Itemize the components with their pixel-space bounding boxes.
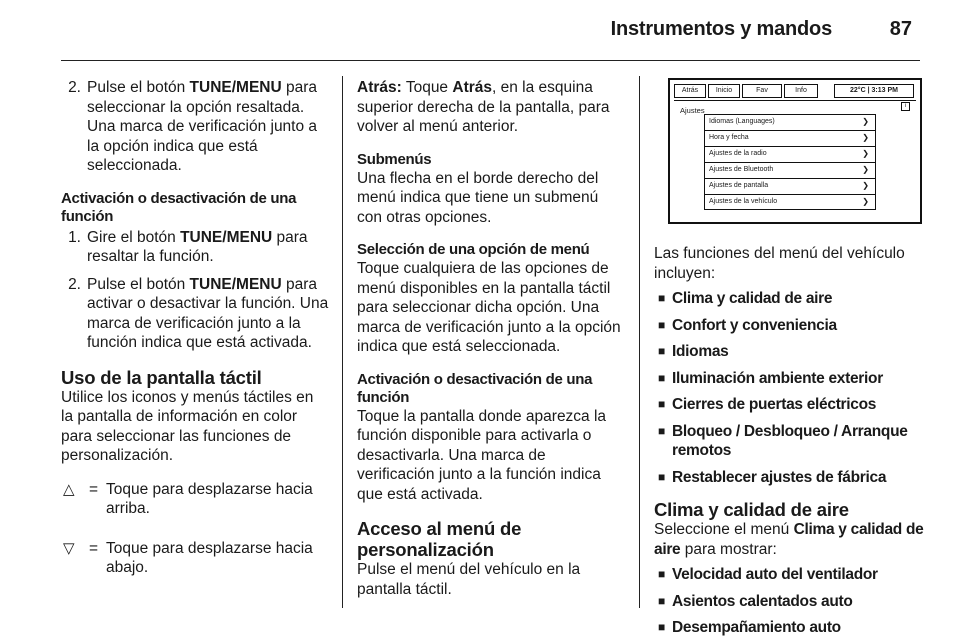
activation-heading: Activación o desactivación de una función <box>61 189 297 225</box>
access-section-title: Acceso al menú de personalización <box>357 518 522 560</box>
step-text <box>87 78 329 176</box>
step-text-post: para seleccionar la opción resaltada. Una marca de verificación junto a la opción indica que está seleccionada. <box>87 79 318 174</box>
column-2 <box>357 78 625 613</box>
functions-list <box>654 289 924 487</box>
page-header <box>0 0 960 60</box>
activation-heading: Activación o desactivación de una función <box>357 370 593 406</box>
list-item <box>654 395 924 415</box>
tune-menu-label: TUNE/MENU <box>189 79 282 96</box>
screen-menu-item-label: Ajustes de pantalla <box>709 182 769 189</box>
screen-menu-item-label: Ajustes de la vehículo <box>709 198 778 205</box>
clima-text-pre: Seleccione el menú <box>654 521 794 538</box>
access-section-text: Pulse el menú del vehículo en la pantalla táctil. <box>357 561 581 598</box>
bullet-icon: ■ <box>658 397 665 411</box>
step-text <box>87 228 329 267</box>
scroll-down-row <box>61 539 329 578</box>
scroll-down-text: Toque para desplazarse hacia abajo. <box>106 539 313 576</box>
list-item <box>654 422 924 461</box>
screen-tab-home: Inicio <box>708 84 740 98</box>
clima-bold: Clima y calidad de aire <box>654 521 924 558</box>
screen-status: 22°C | 3:13 PM <box>834 84 914 98</box>
clima-list <box>654 565 924 638</box>
step-number: 2. <box>68 275 81 293</box>
step-1-turn <box>61 228 329 267</box>
screen-menu-item-label: Idiomas (Languages) <box>709 118 775 125</box>
back-paragraph <box>357 78 625 137</box>
back-text-pre: Toque <box>401 79 453 96</box>
step-text <box>87 275 329 353</box>
list-item-label: Idiomas <box>672 343 729 360</box>
list-item <box>654 618 924 638</box>
column-3 <box>654 78 924 642</box>
list-item-label: Asientos calentados auto <box>672 592 853 610</box>
step-number: 2. <box>68 79 81 96</box>
list-item-label: Restablecer ajustes de fábrica <box>672 468 887 486</box>
screen-menu-item <box>704 178 876 194</box>
list-item-label: Iluminación ambiente exterior <box>672 369 883 387</box>
select-heading: Selección de una opción de menú <box>357 241 590 258</box>
list-item-label: Velocidad auto del ventilador <box>672 566 878 583</box>
scroll-up-icon: △ <box>63 480 75 498</box>
chevron-right-icon: ❯ <box>862 117 869 126</box>
list-item <box>654 565 924 585</box>
submenus-text: Una flecha en el borde derecho del menú indica que tiene un submenú con otras opciones. <box>357 169 599 226</box>
select-text: Toque cualquiera de las opciones de menú disponibles en la pantalla táctil para seleccionar dicha opción. Una marca de verificación junto a la opción indica que está seleccionada. <box>357 260 621 355</box>
step-2-toggle <box>61 275 329 353</box>
screen-menu-item-label: Hora y fecha <box>709 134 749 141</box>
info-icon: i <box>901 102 910 111</box>
activation-text: Toque la pantalla donde aparezca la función disponible para activarla o desactivarla. Una marca de verificación junto a la función indica que está activada. <box>357 407 607 503</box>
equals-sign: = <box>88 480 99 498</box>
list-item-label: Confort y conveniencia <box>672 316 837 334</box>
chevron-right-icon: ❯ <box>862 181 869 190</box>
header-rule <box>61 60 920 61</box>
screen-label: Ajustes <box>680 106 705 115</box>
bullet-icon: ■ <box>658 344 665 358</box>
back-text-post: , en la esquina superior derecha de la pantalla, para volver al menú anterior. <box>357 79 610 135</box>
scroll-up-row <box>61 480 329 519</box>
back-bold: Atrás <box>452 79 493 96</box>
screen-tab-fav: Fav <box>742 84 782 98</box>
clima-section-text <box>654 520 924 559</box>
equals-sign: = <box>88 539 99 557</box>
screen-tab-info: Info <box>784 84 818 98</box>
screen-divider <box>674 100 916 101</box>
screen-menu-item <box>704 162 876 178</box>
screen-menu <box>704 114 876 210</box>
step-number: 1. <box>68 228 81 246</box>
screen-menu-item <box>704 194 876 210</box>
page-number: 87 <box>889 18 912 40</box>
screen-menu-item-label: Ajustes de la radio <box>709 150 767 157</box>
bullet-icon: ■ <box>658 469 665 484</box>
settings-screen-figure <box>654 78 922 228</box>
list-item <box>654 468 924 488</box>
step-text-pre: Gire el botón <box>87 228 181 246</box>
scroll-down-icon: ▽ <box>63 539 75 557</box>
clima-text-post: para mostrar: <box>680 540 777 558</box>
scroll-up-text: Toque para desplazarse hacia arriba. <box>106 480 313 517</box>
submenus-heading: Submenús <box>357 150 432 168</box>
screen-frame <box>668 78 922 224</box>
column-1 <box>61 78 329 598</box>
step-text-post: para activar o desactivar la función. Una marca de verificación junto a la función indica que está activada. <box>87 275 329 351</box>
list-item <box>654 316 924 336</box>
chevron-right-icon: ❯ <box>862 197 869 206</box>
list-item <box>654 342 924 362</box>
screen-tab-back: Atrás <box>674 84 706 98</box>
screen-menu-item <box>704 114 876 130</box>
bullet-icon: ■ <box>658 370 665 385</box>
screen-menu-item <box>704 130 876 146</box>
list-item-label: Cierres de puertas eléctricos <box>672 396 877 413</box>
list-item <box>654 289 924 309</box>
chevron-right-icon: ❯ <box>862 149 869 158</box>
functions-intro: Las funciones del menú del vehículo incluyen: <box>654 245 905 282</box>
bullet-icon: ■ <box>658 593 665 608</box>
list-item-label: Clima y calidad de aire <box>672 290 833 307</box>
bullet-icon: ■ <box>658 291 665 305</box>
column-divider-2 <box>639 76 640 608</box>
screen-menu-item-label: Ajustes de Bluetooth <box>709 166 774 173</box>
step-text-pre: Pulse el botón <box>87 79 190 96</box>
screen-tab-bar <box>674 84 820 98</box>
bullet-icon: ■ <box>658 423 665 438</box>
tune-menu-label: TUNE/MENU <box>189 275 282 293</box>
clima-section-title: Clima y calidad de aire <box>654 499 849 520</box>
header-title: Instrumentos y mandos <box>610 18 832 40</box>
step-2-select <box>61 78 329 176</box>
list-item <box>654 592 924 612</box>
step-text-post: para resaltar la función. <box>87 228 308 265</box>
bullet-icon: ■ <box>658 317 665 332</box>
screen-menu-item <box>704 146 876 162</box>
bullet-icon: ■ <box>658 567 665 581</box>
bullet-icon: ■ <box>658 620 665 634</box>
list-item <box>654 369 924 389</box>
step-text-pre: Pulse el botón <box>87 275 190 293</box>
back-label: Atrás: <box>357 79 402 96</box>
tune-menu-label: TUNE/MENU <box>180 228 273 246</box>
chevron-right-icon: ❯ <box>862 133 869 142</box>
list-item-label: Bloqueo / Desbloqueo / Arranque remotos <box>672 422 908 459</box>
touch-section-text: Utilice los iconos y menús táctiles en la pantalla de información en color para seleccionar las funciones de personalización. <box>61 388 314 464</box>
list-item-label: Desempañamiento auto <box>672 619 841 636</box>
column-divider-1 <box>342 76 343 608</box>
touch-section-title: Uso de la pantalla táctil <box>61 366 262 388</box>
chevron-right-icon: ❯ <box>862 165 869 174</box>
